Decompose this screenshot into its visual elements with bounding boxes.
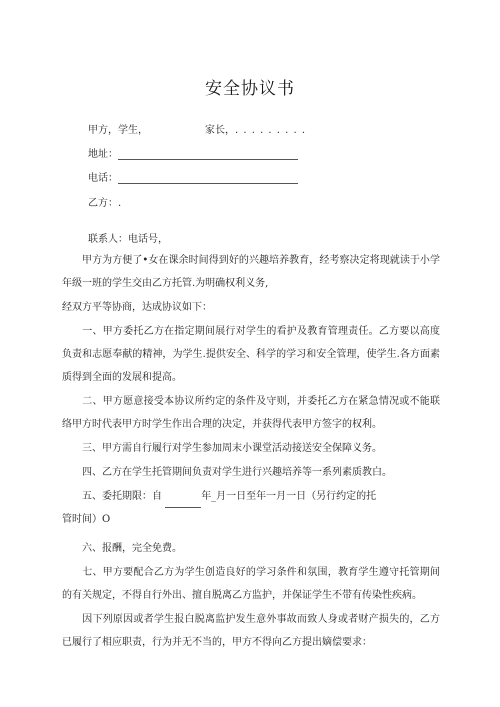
paragraph-clause-2-text: 二、甲方愿意接受本协议所约定的条件及守则，并委托乙方在紧急情况或不能联络甲方时代表甲方时学生作出合理的决定，并获得代表甲方签字的权利。 bbox=[62, 396, 440, 430]
party-b-label: 乙方：. bbox=[88, 198, 122, 209]
document-title: 安全协议书 bbox=[205, 79, 295, 99]
paragraph-clause-5-middle: 年_月一日至年一月一日（另行约定的托 bbox=[201, 491, 377, 502]
paragraph-clause-7 bbox=[62, 561, 440, 607]
date-blank bbox=[165, 496, 201, 508]
paragraph-clause-3-text: 三、甲方需自行履行对学生参加周末小课堂活动接送安全保障义务。 bbox=[82, 443, 382, 454]
party-b-line bbox=[88, 197, 121, 211]
paragraph-clause-7-text: 七、甲方要配合乙方为学生创造良好的学习条件和氛围，教育学生遵守托管期间的有关规定，不得自行外出、擅自脱离乙方监护，并保证学生不带有传染性疾病。 bbox=[62, 567, 440, 601]
paragraph-liability bbox=[62, 608, 440, 654]
address-label: 地址： bbox=[88, 149, 118, 160]
parent-value: . . . . . . . . . bbox=[235, 125, 307, 136]
paragraph-clause-3 bbox=[62, 437, 440, 460]
address-underline-wrap bbox=[118, 146, 298, 160]
paragraph-clause-1-text: 一、甲方委托乙方在指定期间展行对学生的看护及教育管理责任。乙方要以高度负责和志愿奉献的精神，为学生.提供安全、科学的学习和安全管理，使学生.各方面素质得到全面的发展和提高。 bbox=[62, 326, 440, 383]
address-field-line bbox=[118, 147, 298, 160]
paragraph-clause-4-text: 四、乙方在学生托管期间负责对学生进行兴趣培养等一系列素质教白。 bbox=[82, 467, 392, 478]
parent-label: 家长， bbox=[205, 125, 235, 136]
phone-field-line bbox=[118, 171, 298, 184]
paragraph-clause-6-text: 六、报酬，完全免费。 bbox=[82, 543, 182, 554]
paragraph-liability-text: 因下列原因或者学生报白脱离监护发生意外事故而致人身或者财产损失的，乙方已履行了相应职责，行为并无不当的，甲方不得向乙方提出嫡偿要求： bbox=[62, 614, 440, 648]
paragraph-clause-5-end: 管时间）O bbox=[62, 514, 111, 525]
phone-label: 电话： bbox=[88, 173, 118, 184]
party-a-line bbox=[88, 124, 148, 138]
phone-underline-wrap bbox=[118, 170, 298, 184]
paragraph-clause-1 bbox=[62, 320, 440, 389]
party-a-label: 甲方，学生， bbox=[88, 125, 148, 136]
paragraph-clause-4 bbox=[62, 461, 440, 484]
paragraph-intro bbox=[62, 249, 440, 295]
paragraph-intro-text: 甲方为方便了•女在课余时间得到好的兴趣培养教育，经考察决定将现就读于小学年级一班的学生交由乙方托管.为明确权利义务, bbox=[62, 255, 440, 289]
paragraph-clause-5 bbox=[62, 485, 440, 508]
paragraph-clause-2 bbox=[62, 390, 440, 436]
paragraph-clause-5-start: 五、委托期限：自 bbox=[82, 491, 162, 502]
address-line bbox=[88, 148, 118, 162]
parent-line bbox=[205, 124, 306, 138]
contact-line: 联系人：电话号， bbox=[88, 234, 168, 245]
phone-line bbox=[88, 172, 118, 186]
paragraph-clause-6 bbox=[62, 537, 440, 560]
paragraph-agreement: 经双方平等协商，达成协议如下： bbox=[62, 302, 212, 313]
